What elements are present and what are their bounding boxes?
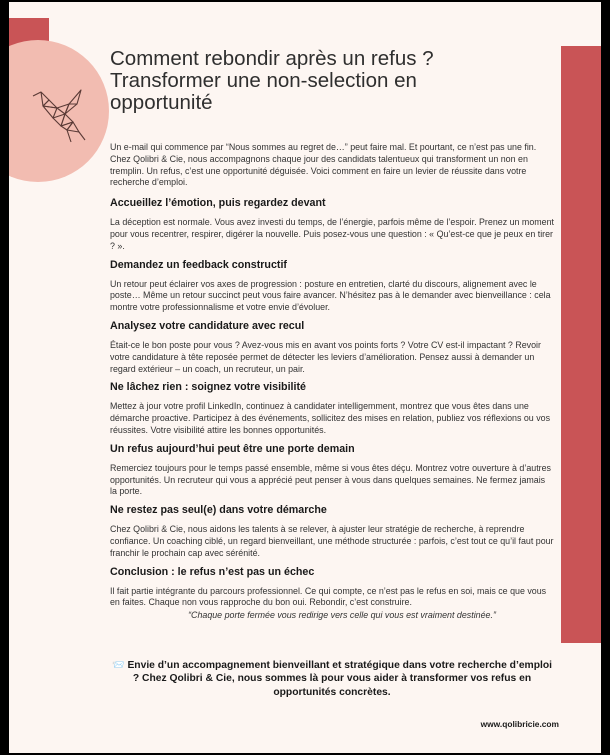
section-porte-demain (110, 443, 554, 498)
section-analysez (110, 320, 554, 375)
cta-text: Envie d’un accompagnement bienveillant et stratégique dans votre recherche d’emploi ? Chez Qolibri & Cie, nous sommes là pour vous aider à transformer vos refus en opportunités concrètes. (127, 660, 553, 698)
section-heading: Ne restez pas seul(e) dans votre démarche (110, 504, 327, 517)
title-line-2: Transformer une non-selection en (110, 69, 417, 92)
section-body: Mettez à jour votre profil LinkedIn, continuez à candidater intelligemment, montrez que vous êtes dans une démarche proactive. Participez à des événements, sollicitez des mises en relation, publiez vos réflexions ou vos réussites. Votre visibilité attire les bonnes opportunités. (110, 401, 551, 435)
title-line-1: Comment rebondir après un refus ? (110, 47, 434, 70)
website-link[interactable]: www.qolibricie.com (480, 719, 559, 729)
right-accent-bar (561, 46, 601, 643)
article-body (110, 142, 554, 628)
closing-quote: “Chaque porte fermée vous redirige vers celle qui vous est vraiment destinée.” (188, 610, 496, 621)
section-body: Un retour peut éclairer vos axes de progression : posture en entretien, clarté du discours, alignement avec le poste… Même un retour succinct peut vous faire avancer. N’hésitez pas à le demander avec bienveillance : cela montre votre professionnalisme et votre envie d’évoluer. (110, 278, 551, 313)
section-body: Il fait partie intégrante du parcours professionnel. Ce qui compte, ce n’est pas le refus en soi, mais ce que vous en faites. Chaque non vous rapproche du bon oui. Rebondir, c’est construire. (110, 585, 547, 608)
section-body: Chez Qolibri & Cie, nous aidons les talents à se relever, à ajuster leur stratégie de recherche, à reprendre confiance. Un coaching ciblé, un regard bienveillant, une méthode structurée : parfois, c’est tout ce qu’il faut pour franchir le prochain cap avec sérénité. (110, 524, 554, 558)
section-body: Était-ce le bon poste pour vous ? Avez-vous mis en avant vos points forts ? Votre CV est-il impactant ? Revoir votre candidature à tête reposée permet de détecter les leviers d’amélioration. Pensez aussi à demander un regard extérieur – un coach, un recruteur, un pair. (110, 339, 541, 374)
section-heading: Un refus aujourd’hui peut être une porte demain (110, 442, 355, 455)
document-page (9, 2, 601, 753)
section-heading: Conclusion : le refus n’est pas un échec (110, 565, 315, 578)
section-body: La déception est normale. Vous avez investi du temps, de l’énergie, parfois même de l’espoir. Prenez un moment pour vous recentrer, respirer, digérer la nouvelle. Puis posez-vous une question : « Qu’est-ce que je peux en tirer ? ». (110, 217, 554, 251)
title-line-3: opportunité (110, 91, 213, 114)
section-visibilite (110, 381, 554, 436)
section-heading: Ne lâchez rien : soignez votre visibilité (110, 381, 306, 394)
intro-paragraph: Un e-mail qui commence par “Nous sommes au regret de…” peut faire mal. Et pourtant, ce n’est pas une fin. Chez Qolibri & Cie, nous accompagnons chaque jour des candidats talentueux qui transforment un non en tremplin. Un refus, c’est une opportunité déguisée. Voici comment en faire un levier de réussite dans votre recherche d’emploi. (110, 142, 537, 188)
section-seul (110, 504, 554, 559)
hummingbird-logo-icon (27, 82, 91, 146)
section-feedback (110, 259, 554, 314)
page-title (110, 48, 530, 114)
envelope-icon: 📨 (111, 660, 125, 671)
section-body: Remerciez toujours pour le temps passé ensemble, même si vous êtes déçu. Montrez votre ouverture à d’autres opportunités. Un recruteur qui vous a apprécié peut penser à vous dans quelques semaines. Ne fermez jamais la porte. (110, 462, 551, 497)
section-heading: Analysez votre candidature avec recul (110, 319, 305, 332)
section-conclusion (110, 566, 554, 622)
section-heading: Accueillez l’émotion, puis regardez devant (110, 197, 326, 210)
call-to-action (110, 659, 554, 699)
section-accueillez (110, 197, 554, 252)
section-heading: Demandez un feedback constructif (110, 258, 287, 271)
